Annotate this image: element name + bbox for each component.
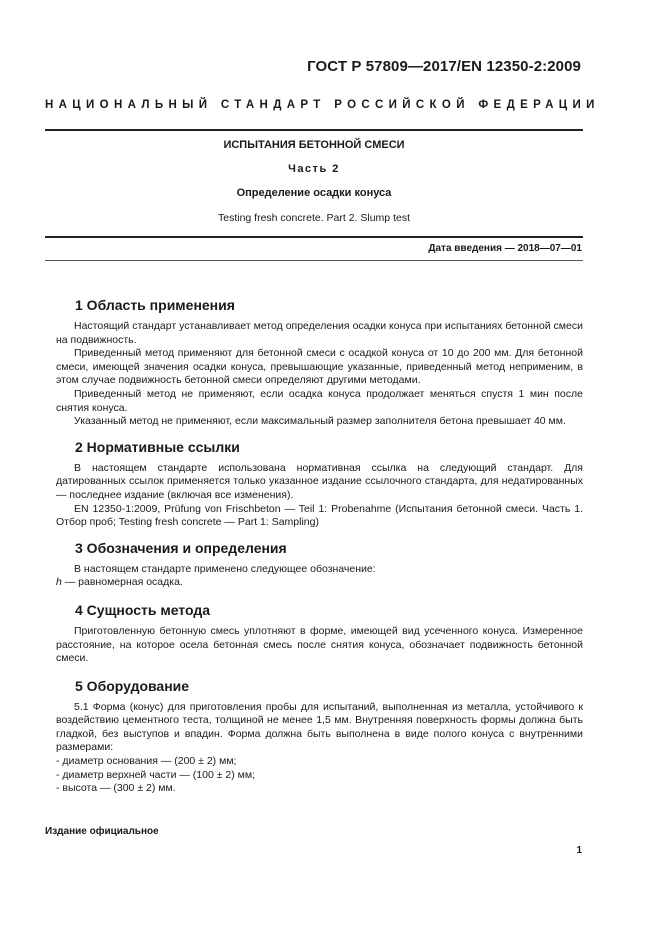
section-method-essence — [56, 602, 583, 666]
paragraph: EN 12350-1:2009, Prüfung von Frischbeton — Teil 1: Probenahme (Испытания бетонной смеси. Часть 1. Отбор проб; Testing fresh concrete — Part 1: Sampling) — [56, 502, 583, 529]
part-label: Часть 2 — [288, 163, 340, 175]
section-scope — [56, 297, 583, 429]
paragraph: 5.1 Форма (конус) для приготовления пробы для испытаний, выполненная из металла, устойчивого к воздействию цементного теста, толщиной не менее 1,5 мм. Внутренняя поверхность формы должна быть гладкой, без выступов и впадин. Форма должна быть выполнена в виде полого конуса с внутренними размерами: — [56, 700, 583, 754]
section-equipment — [56, 678, 583, 796]
list-item: - диаметр основания — (200 ± 2) мм; — [56, 755, 237, 768]
paragraph: Указанный метод не применяют, если максимальный размер заполнителя бетона превышает 40 мм. — [74, 415, 566, 428]
spacer — [56, 590, 583, 602]
page-number: 1 — [576, 845, 582, 856]
introduction-date: Дата введения — 2018—07—01 — [428, 243, 582, 254]
symbol-meaning: — равномерная осадка. — [61, 576, 183, 589]
section-symbols — [56, 540, 583, 590]
spacer — [56, 429, 583, 439]
section-heading: 5 Оборудование — [75, 677, 190, 694]
official-edition-note: Издание официальное — [45, 826, 159, 837]
spacer — [56, 666, 583, 678]
section-heading: 3 Обозначения и определения — [75, 539, 287, 556]
paragraph: Приведенный метод не применяют, если осадка конуса продолжает меняться спустя 1 мин после снятия конуса. — [56, 387, 583, 414]
title-divider — [45, 236, 583, 238]
english-title: Testing fresh concrete. Part 2. Slump test — [217, 212, 410, 224]
document-title: ИСПЫТАНИЯ БЕТОННОЙ СМЕСИ — [223, 139, 405, 151]
paragraph: Приготовленную бетонную смесь уплотняют в форме, имеющей вид усеченного конуса. Измеренное расстояние, на которое осела бетонная смесь после снятия конуса, обозначает подвижность бетонной смеси. — [56, 624, 583, 665]
section-heading: 2 Нормативные ссылки — [75, 438, 240, 455]
spacer — [56, 530, 583, 540]
paragraph: Приведенный метод применяют для бетонной смеси с осадкой конуса от 10 до 200 мм. Для бетонной смеси, имеющей значения осадки конуса, превышающие указанные, приведенный метод неприменим, в этом случае подвижность бетонной смеси определяют другими методами. — [56, 347, 583, 387]
date-divider — [45, 260, 583, 261]
symbol-definition — [56, 576, 583, 590]
section-heading: 1 Область применения — [75, 297, 235, 313]
national-standard-banner: НАЦИОНАЛЬНЫЙ СТАНДАРТ РОССИЙСКОЙ ФЕДЕРАЦИИ — [45, 99, 600, 111]
top-divider — [45, 129, 583, 131]
symbol: h — [56, 576, 62, 589]
section-heading: 4 Сущность метода — [75, 601, 211, 618]
document-body — [56, 297, 583, 796]
list-item: - высота — (300 ± 2) мм. — [56, 782, 176, 795]
section-normative-references — [56, 439, 583, 530]
paragraph: В настоящем стандарте использована нормативная ссылка на следующий стандарт. Для датированных ссылок применяется только указанное издание ссылочного стандарта, для недатированных — последнее издание (включая все изменения). — [56, 461, 583, 501]
document-subtitle: Определение осадки конуса — [236, 187, 392, 199]
list-item: - диаметр верхней части — (100 ± 2) мм; — [56, 768, 256, 781]
standard-number: ГОСТ Р 57809—2017/EN 12350-2:2009 — [307, 58, 581, 75]
paragraph: Настоящий стандарт устанавливает метод определения осадки конуса при испытаниях бетонной смеси на подвижность. — [56, 320, 583, 346]
paragraph: В настоящем стандарте применено следующее обозначение: — [74, 562, 376, 575]
